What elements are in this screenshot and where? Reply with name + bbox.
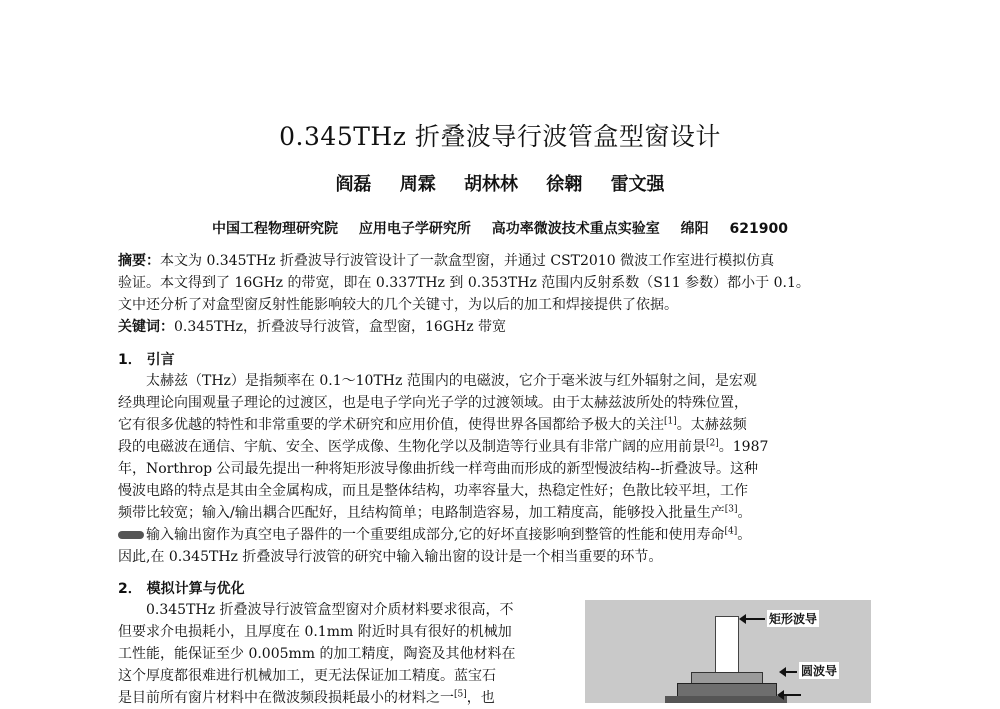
body-line	[118, 436, 768, 458]
body-text: 。1987	[718, 439, 769, 455]
ink-smudge	[118, 531, 144, 539]
author-name: 周霖	[399, 174, 436, 195]
affiliation-part: 绵阳	[680, 221, 709, 237]
body-text: 。太赫兹频	[676, 417, 747, 433]
citation: [5]	[454, 689, 467, 700]
paper-title: 0.345THz 折叠波导行波管盒型窗设计	[279, 122, 721, 151]
body-line: 经典理论向围观量子理论的过渡区，也是电子学向光子学的过渡领域。由于太赫兹波所处的特殊位置，	[118, 395, 748, 411]
abstract-text: 本文为 0.345THz 折叠波导行波管设计了一款盒型窗，并通过 CST2010 微波工作室进行模拟仿真	[160, 253, 775, 269]
body-text: ，也	[466, 690, 495, 706]
figure-label-circ: 圆波导	[801, 664, 838, 678]
body-line: 慢波电路的特点是其由全金属构成，而且是整体结构，功率容量大，热稳定性好；色散比较平坦，工作	[118, 483, 748, 499]
body-text: 输入输出窗作为真空电子器件的一个重要组成部分,它的好坏直接影响到整管的性能和使用寿命	[146, 527, 725, 543]
section-heading: 2． 模拟计算与优化	[118, 581, 245, 597]
author-list	[0, 170, 1000, 196]
body-text: 。	[737, 505, 752, 521]
figure-label-rect: 矩形波导	[769, 612, 818, 626]
body-line	[118, 524, 751, 546]
author-name: 徐翱	[546, 174, 583, 195]
box-window-figure	[585, 600, 871, 703]
abstract-line	[118, 250, 774, 272]
body-text: 是目前所有窗片材料中在微波频段损耗最小的材料之一	[118, 690, 454, 706]
circular-waveguide-shape	[677, 683, 777, 697]
abstract-label: 摘要：	[118, 253, 160, 269]
keywords-text: 0.345THz，折叠波导行波管，盒型窗，16GHz 带宽	[174, 319, 507, 335]
arrow-icon	[783, 694, 801, 696]
body-line: 0.345THz 折叠波导行波管盒型窗对介质材料要求很高，不	[146, 602, 514, 618]
body-line: 因此,在 0.345THz 折叠波导行波管的研究中输入输出窗的设计是一个相当重要的环节。	[118, 549, 663, 565]
affiliation-part: 621900	[729, 221, 788, 237]
citation: [1]	[664, 416, 677, 427]
body-line	[118, 687, 495, 709]
abstract-line: 文中还分析了对盒型窗反射性能影响较大的几个关键寸，为以后的加工和焊接提供了依据。	[118, 297, 678, 313]
body-line: 这个厚度都很难进行机械加工，更无法保证加工精度。蓝宝石	[118, 668, 496, 684]
body-text: 它有很多优越的特性和非常重要的学术研究和应用价值，使得世界各国都给予极大的关注	[118, 417, 664, 433]
arrow-icon	[745, 618, 765, 620]
author-name: 阎磊	[335, 174, 372, 195]
body-text: 。	[737, 527, 752, 543]
author-name: 雷文强	[610, 174, 665, 195]
arrow-icon	[785, 671, 797, 673]
section-heading: 1． 引言	[118, 352, 175, 368]
body-text: 频带比较宽；输入/输出耦合匹配好，且结构简单；电路制造容易，加工精度高，能够投入批量生产	[118, 505, 725, 521]
figure-base-shape	[665, 696, 787, 703]
keywords-line	[118, 316, 506, 338]
affiliation-part: 高功率微波技术重点实验室	[491, 221, 660, 237]
body-line	[118, 414, 747, 436]
body-text: 段的电磁波在通信、宇航、安全、医学成像、生物化学以及制造等行业具有非常广阔的应用前景	[118, 439, 706, 455]
citation: [3]	[724, 504, 738, 515]
keywords-label: 关键词：	[118, 319, 174, 335]
abstract-line: 验证。本文得到了 16GHz 的带宽，即在 0.337THz 到 0.353THz 范围内反射系数（S11 参数）都小于 0.1。	[118, 275, 810, 291]
body-line: 工性能，能保证至少 0.005mm 的加工精度，陶瓷及其他材料在	[118, 646, 516, 662]
body-line	[118, 502, 751, 524]
affiliation-part: 应用电子学研究所	[358, 221, 471, 237]
affiliation-part: 中国工程物理研究院	[212, 221, 339, 237]
citation: [2]	[706, 438, 719, 449]
body-line: 太赫兹（THz）是指频率在 0.1～10THz 范围内的电磁波，它介于毫米波与红外辐射之间，是宏观	[146, 373, 757, 389]
citation: [4]	[724, 526, 738, 537]
body-line: 但要求介电损耗小，且厚度在 0.1mm 附近时具有很好的机械加	[118, 624, 512, 640]
body-line: 年，Northrop 公司最先提出一种将矩形波导像曲折线一样弯曲而形成的新型慢波结构--折叠波导。这种	[118, 461, 759, 477]
author-name: 胡林林	[464, 174, 518, 195]
affiliation	[0, 218, 1000, 238]
